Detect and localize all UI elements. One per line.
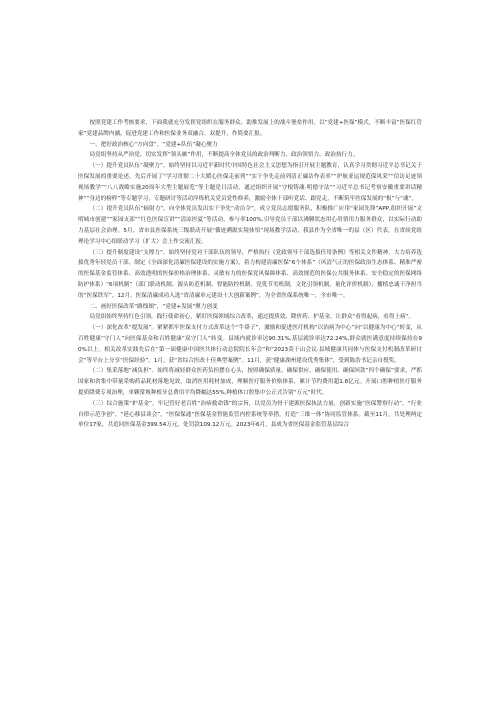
body-paragraph: （三）提升制度建设“支撑力”。始终坚持党对干部队伍的领导，严格执行《党政领导干部选拔任用条例》等相关文件精神，大力培养选拔优秀年轻党员干部。制定《全面深化清廉医保建设的实施方案》，着力构建清廉医保“6个体系”（风清气正的医保政治生态体系、精准严密的医保基金监管体系、高效透明的医保价格治理体系、灵敏有力的医保党风保障体系、高效规范的医保公共服务体系、安全稳定的医保网络防护体系）“6项机制”（部门联动机制、源头防范机制、智能防控机制、党优节劣机制，文化引领机制，量化评价机制），播植忠诚干净担当的“医保铁军”。12月，医保清廉成功入选“省清廉单元建设十大创新案例”，为全省医保系统唯一，全市唯一。 bbox=[78, 249, 422, 299]
intro-paragraph: 按照党建工作考核要求，下面我就充分发挥党组织在服务群众、助推发展上的战斗堡垒作用，以“党建+医保”模式，不断丰富“医保红管家”党建品牌内涵，促进党建工作和医保业务双融合、双提升，作简要汇报。 bbox=[78, 120, 422, 137]
body-paragraph: （二）提升党员队伍“辐射力”。向全体党员发出实干争先“动员令”，成立党员志愿服务队，积极推广应用“家园先锋”APP,组织开展“文明城市创建”“家园支部”“红色医保宣讲”“清凉医夏”等活动，参与率100%,引导党员干部以沸腾状态用心用情用力服务群众，以实际行动助力基层社会治理。5月，省市县医保系统三级联动开展“循迹溯源实境体悟”现场教学活动，我县作为全省唯一的县（区）代表，在省间党组理论学习中心组联动学习（扩大）会上作交流汇报。 bbox=[78, 206, 422, 245]
body-paragraph: （一）提升党员队伍“凝聚力”。始终坚持以习近平新时代中国特色社会主义思想为指引开展主题教育，认真学习贯彻习近平总书记关于医保发展的重要论述，先后开展了“学习贯彻二十大暖心医保走前列”“实干争先走前列清正廉洁作表率”“护航亚运规范保风采”“信访足迹领现场教学”“八八战略实施20周年大型主题展览”等主题党日活动，通过组织开展“守根铸魂·明德守法”“习近平总书记考察安徽重要讲话精神”“身边的榜样”等专题学习，专题研讨等活动淬炼机关党员党性修养，激励全体干部听党话、跟党走，不断筑牢医保发展的“根”与“魂”。 bbox=[78, 163, 422, 202]
body-paragraph: 局党组坚持从严治党，切实发挥“领头雁”作用，不断提高全体党员的政治判断力、政治领悟力、政治执行力。 bbox=[89, 152, 359, 159]
section-heading-1: 一、把好政治核心“方向盘”，“党建+队伍”凝心聚力 bbox=[89, 141, 218, 148]
body-paragraph: （一）深化改革“提发展”。紧紧抓牢医保支付方式改革这个“牛鼻子”，激励和促进医疗机构“以治病为中心”向“以健康为中心”转变，从百姓健康“守门人”向医保基金和百姓健康“双守门人”转变。县域内就诊率达90.31%,基层就诊率达72.24%,群众就医满意度持续保持在90%以上。相关改革实践先后在“第一届健康中国医共体行动总院院长年会”和“2023莫干山会议·县域健康共同体与医保支付机制改革研讨会”等平台上分享“医保经验”。1月，获“省综合医改十佳典型案例”。11月，获“健康湖州建设优秀集体”，受到陈浩书记亲自授奖。 bbox=[78, 325, 422, 364]
body-paragraph: 局党组始终坚持红色引领，践行使命初心，紧盯医保领域综合改革，通过提质效、降价药、护基金，让群众“看得起病，看得上病”。 bbox=[89, 314, 415, 321]
body-paragraph: （二）集采落地“减负担”。始终将减轻群众医药负担摆在心头，按照确保质量、确保供应、确保使用、确保回款“四个确保”要求，严抓国家和省集中带量采购药品耗材落地见效，取消医用耗材加成，理顺医疗服务价格体系，累计节约费用超1.8亿元。开展口腔种植医疗服务提质降费专项治理，单颗常规种植牙总费用平均降幅达55%,种植体口腔集中公正式告别“万元”时代。 bbox=[78, 368, 422, 396]
document-body bbox=[78, 118, 422, 431]
section-heading-2: 二、画好医保改革“路线图”，“党建+发展”聚力创变 bbox=[89, 303, 218, 310]
body-paragraph: （三）综合施策“护基金”。牢记管好老百姓“治病救命钱”的宗旨，以党员为骨干建源医保执法力量，创新实施“医保警察行动”，“行业自律示范争创”，“延心移县谈会”，“医保保通”医保基金智能监管内控系统等举措，打造“三维一体”协同监管体系。截至11月，共处理两定单位17家，共追回医保基金399.54万元，处罚款109.12万元。2023年6月，县成为省医保基金监管基层综合 bbox=[78, 400, 422, 429]
